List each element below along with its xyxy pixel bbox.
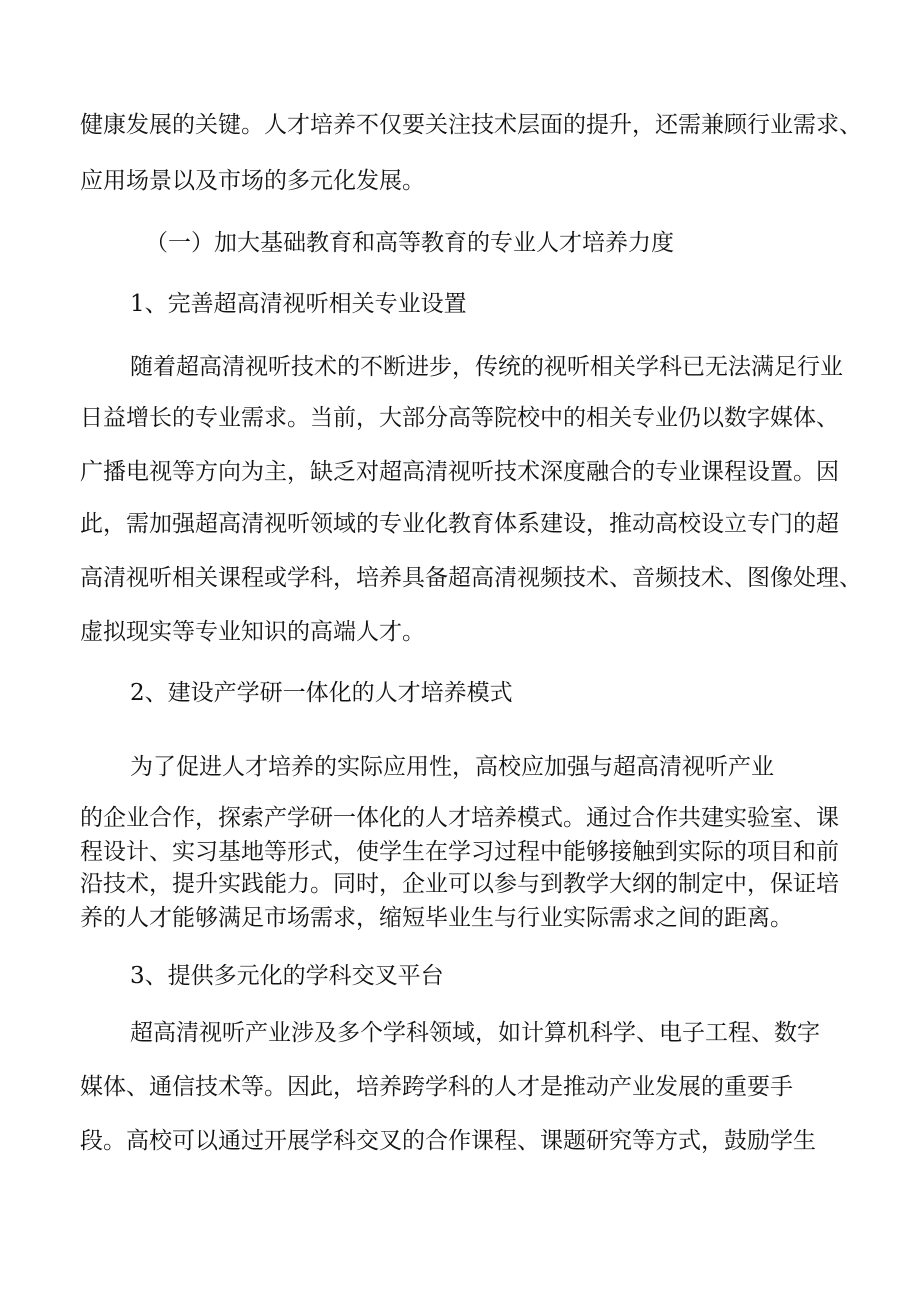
paragraph-line: 沿技术，提升实践能力。同时，企业可以参与到教学大纲的制定中，保证培 xyxy=(80,871,839,897)
paragraph-line: 媒体、通信技术等。因此，培养跨学科的人才是推动产业发展的重要手 xyxy=(80,1074,793,1100)
subsection-heading: 1、完善超高清视听相关专业设置 xyxy=(130,291,467,317)
paragraph-line: 超高清视听产业涉及多个学科领域，如计算机科学、电子工程、数字 xyxy=(130,1020,820,1046)
paragraph-line: 高清视听相关课程或学科，培养具备超高清视频技术、音频技术、图像处理、 xyxy=(80,565,862,591)
paragraph-line: 虚拟现实等专业知识的高端人才。 xyxy=(80,619,425,645)
paragraph-line: 广播电视等方向为主，缺乏对超高清视听技术深度融合的专业课程设置。因 xyxy=(80,459,839,485)
subsection-heading: 2、建设产学研一体化的人才培养模式 xyxy=(130,680,513,706)
section-heading: （一）加大基础教育和高等教育的专业人才培养力度 xyxy=(145,230,674,256)
paragraph-line: 日益增长的专业需求。当前，大部分高等院校中的相关专业仍以数字媒体、 xyxy=(80,405,839,431)
paragraph-line: 的企业合作，探索产学研一体化的人才培养模式。通过合作共建实验室、课 xyxy=(80,805,839,831)
subsection-heading: 3、提供多元化的学科交叉平台 xyxy=(130,963,444,989)
paragraph-line: 此，需加强超高清视听领域的专业化教育体系建设，推动高校设立专门的超 xyxy=(80,511,839,537)
paragraph-line: 随着超高清视听技术的不断进步，传统的视听相关学科已无法满足行业 xyxy=(130,354,843,380)
paragraph-line: 为了促进人才培养的实际应用性，高校应加强与超高清视听产业 xyxy=(130,754,774,780)
paragraph-line: 应用场景以及市场的多元化发展。 xyxy=(80,168,425,194)
paragraph-line: 段。高校可以通过开展学科交叉的合作课程、课题研究等方式，鼓励学生 xyxy=(80,1128,816,1154)
paragraph-line: 程设计、实习基地等形式，使学生在学习过程中能够接触到实际的项目和前 xyxy=(80,839,839,865)
paragraph-line: 健康发展的关键。人才培养不仅要关注技术层面的提升，还需兼顾行业需求、 xyxy=(80,112,862,138)
paragraph-line: 养的人才能够满足市场需求，缩短毕业生与行业实际需求之间的距离。 xyxy=(80,905,793,931)
